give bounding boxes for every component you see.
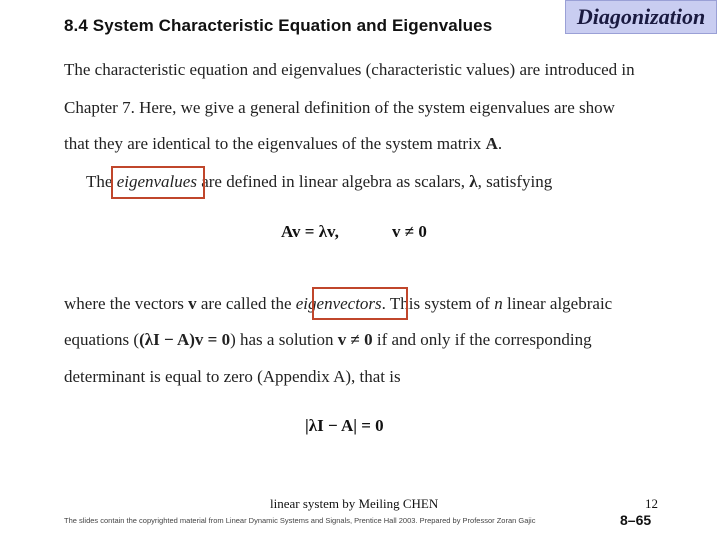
section-heading: 8.4 System Characteristic Equation and Eigenvalues [64,16,493,35]
vectors-line-1-mid: are called the [196,294,296,313]
footer-copyright: The slides contain the copyrighted material from Linear Dynamic Systems and Signals, Prentice Hall 2003. Prepared by Professor Zoran Gajic [64,516,536,525]
intro-line-3-end: . [497,134,503,153]
eigen-equation [281,222,339,242]
vectors-line-1-pre: where the vectors [64,294,189,313]
characteristic-equation [305,416,384,436]
eigen-condition-text: v ≠ 0 [392,222,427,241]
vector-symbol: v [188,294,197,313]
footer-page-number: 12 [645,496,658,511]
intro-line-2: Chapter 7. Here, we give a general definition of the system eigenvalues are show [64,98,615,117]
intro-line-3 [64,134,656,154]
vectors-line-2-pre: equations ( [64,330,140,349]
vectors-line-2 [64,330,656,350]
eigen-equation-main: Av = λv, [281,222,339,241]
eigenvectors-term: eigenvectors [295,294,382,313]
vectors-line-2-mid: ) has a solution [230,330,338,349]
definition-pre: The [86,172,117,191]
eigenvalues-term: eigenvalues [116,172,197,191]
homogeneous-equation: (λI − A)v = 0 [139,330,231,349]
intro-line-1: The characteristic equation and eigenvalues (characteristic values) are introduced in [64,60,635,79]
vectors-line-1-end: linear algebraic [502,294,613,313]
eigenvalues-highlight-box [111,166,205,199]
footer-author: linear system by Meiling CHEN [270,496,439,511]
topic-tag: Diagonization [565,0,717,34]
n-symbol: n [494,294,503,313]
eigen-equation-condition [392,222,427,242]
nonzero-condition: v ≠ 0 [337,330,373,349]
vectors-line-3: determinant is equal to zero (Appendix A), that is [64,367,401,386]
vectors-line-1-post: . This system of [381,294,495,313]
lambda-symbol: λ [469,172,478,191]
vectors-line-2-post: if and only if the corresponding [372,330,592,349]
definition-post: , satisfying [477,172,553,191]
intro-line-3-text: that they are identical to the eigenvalues of the system matrix [64,134,486,153]
definition-mid: are defined in linear algebra as scalars, [196,172,470,191]
eigenvectors-highlight-box [312,287,408,320]
footer-slide-number: 8–65 [620,512,652,528]
characteristic-equation-text: |λI − A| = 0 [305,416,384,435]
matrix-symbol: A [485,134,498,153]
